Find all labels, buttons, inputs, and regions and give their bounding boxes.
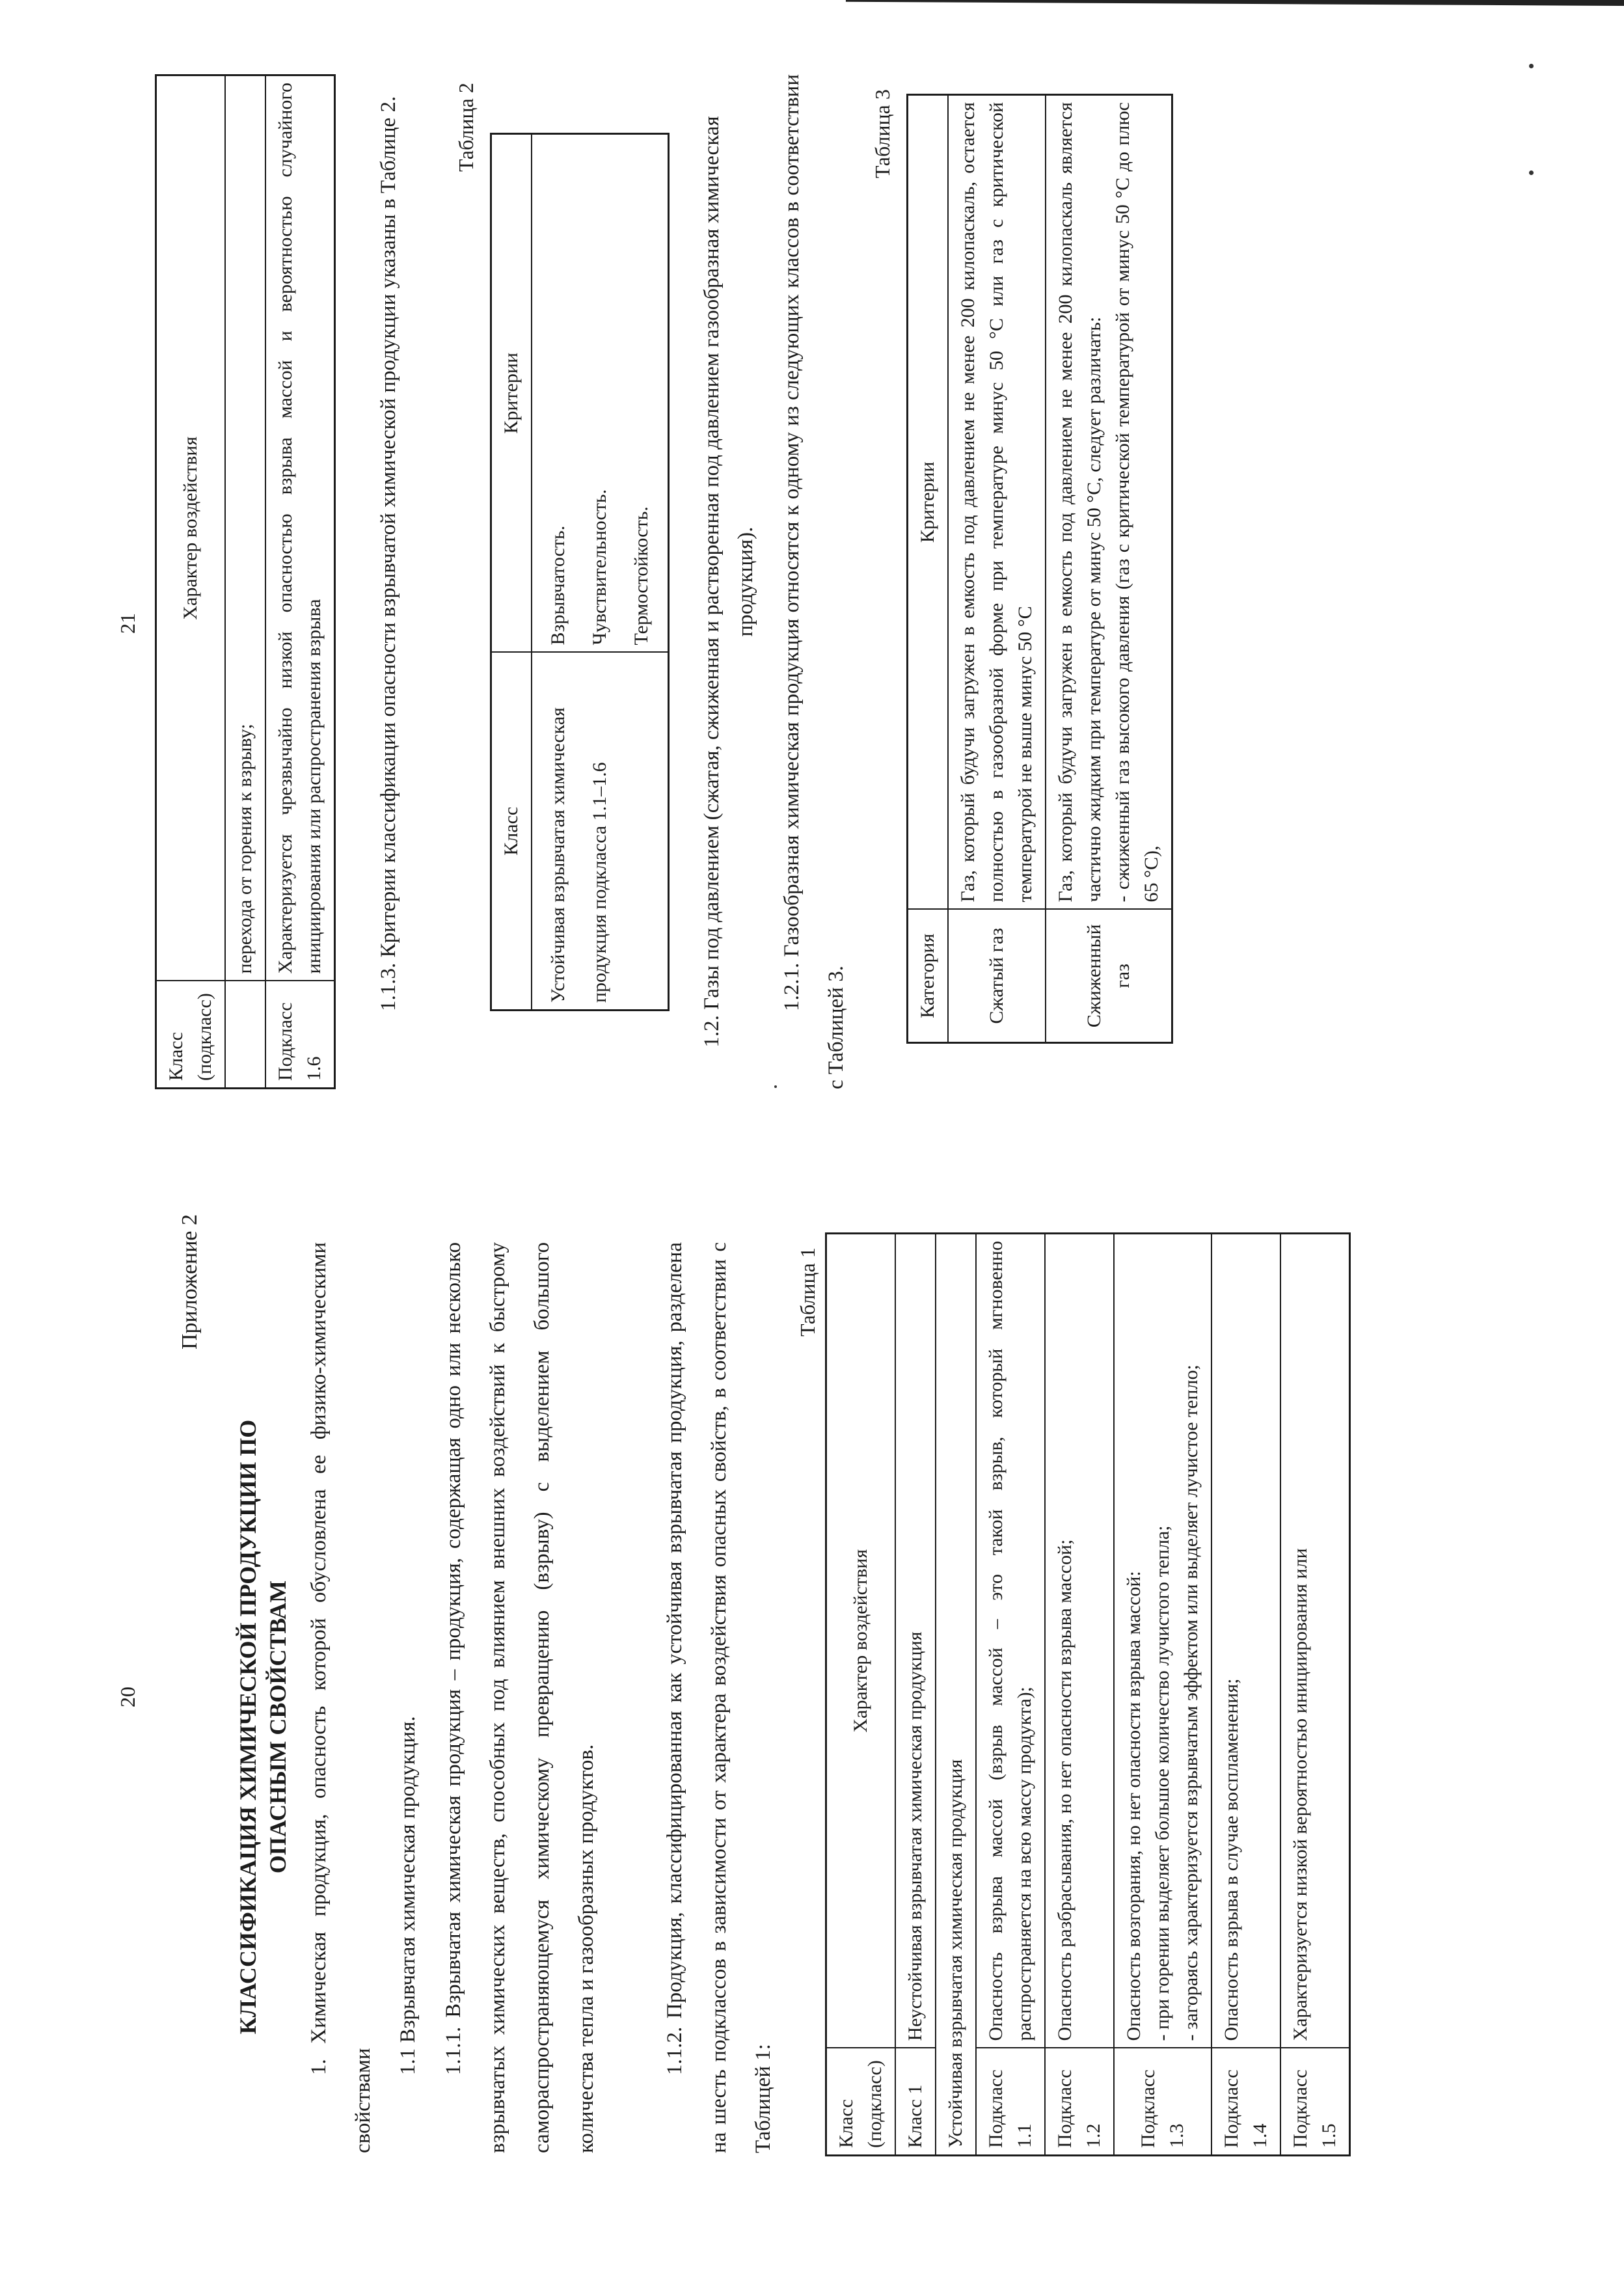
scan-edge-bar [846,0,1624,6]
table-cell-class: Подкласс 1.6 [265,981,335,1089]
table-cell-criteria: Газ, который будучи загружен в емкость под давлением не менее 200 килопаскаль, остается полностью в газообразной форме при температуре минус 50 °С или газ с критической температурой не выше минус 50 °С [948,95,1046,910]
table-3 [906,94,1173,1044]
table-2-caption: Таблица 2 [454,83,478,172]
table-header-effect: Характер воздействия [156,75,226,981]
table-header-class: Класс (подкласс) [156,981,226,1089]
section-1-1: 1.1 Взрывчатая химическая продукция. [396,1716,420,2075]
table-cell-effect: Опасность взрыва в случае воспламенения; [1211,1234,1280,2048]
table-row [532,134,669,1011]
table-cell-class: Подкласс 1.1 [976,2048,1045,2156]
table-cell-class: Подкласс 1.3 [1114,2048,1211,2156]
table-cell-group: Устойчивая взрывчатая химическая продукция [936,1234,976,2156]
table-cell-class: Подкласс 1.2 [1045,2048,1114,2156]
criteria-list [1109,102,1166,903]
table-row [826,1234,896,2156]
table-cell-effect [1114,1234,1211,2048]
list-item: - при горении выделяет большое количество лучистого тепла; [1148,1241,1177,2041]
page-title: КЛАССИФИКАЦИЯ ХИМИЧЕСКОЙ ПРОДУКЦИИ ПО ОПАСНЫМ СВОЙСТВАМ [235,1419,291,2035]
rotated-spread [31,35,1593,2248]
table-header-class: Класс (подкласс) [826,2048,896,2156]
criteria-item: Чувствительность. [589,489,610,645]
table-3-caption: Таблица 3 [871,89,894,178]
table-cell-effect: Характеризуется чрезвычайно низкой опасностью взрыва массой и вероятностью случайного инициирования или распространения взрыва [265,75,335,981]
table-row [491,134,532,1011]
table-row [895,1234,936,2156]
table-cell-criteria [1046,95,1172,910]
table-row [976,1234,1045,2156]
table-header-effect: Характер воздействия [826,1234,896,2048]
table-row [1046,95,1172,1043]
table-cell-criteria [532,134,669,653]
table-cell-effect: перехода от горения к взрыву; [225,75,265,981]
table-row [1045,1234,1114,2156]
section-1-1-3: 1.1.3. Критерии классификации опасности взрывчатой химической продукции указаны в Таблице 2. [377,96,400,1011]
page-number: 21 [116,613,139,634]
table-header-category: Категория [908,910,949,1043]
table-cell-class: Устойчивая взрывчатая химическая продукция подкласса 1.1–1.6 [532,653,669,1011]
table-row [225,75,265,1089]
table-row [1114,1234,1211,2156]
appendix-label: Приложение 2 [178,1214,202,1350]
page-21 [31,35,1593,1141]
criteria-item: Термостойкость. [630,506,652,645]
list-item: - сжиженный газ высокого давления (газ с критической температурой от минус 50 °С до плюс 65 °С), [1109,102,1166,903]
table-cell-class: Подкласс 1.5 [1280,2048,1350,2156]
table-row [1211,1234,1280,2156]
intro-paragraph: 1. Химическая продукция, опасность которой обусловлена ее физико-химическими свойствами [307,1242,375,2153]
table-cell-class: Подкласс 1.4 [1211,2048,1280,2156]
table-row [948,95,1046,1043]
section-1-2-1: 1.2.1. Газообразная химическая продукция относятся к одному из следующих классов в соответствии с Таблицей 3. [780,74,848,1089]
effect-list [1148,1241,1206,2041]
page-20 [31,1141,1593,2248]
table-cell-effect: Характеризуется низкой вероятностью инициирования или [1280,1234,1350,2048]
table-row [265,75,335,1089]
table-row [1280,1234,1350,2156]
table-cell-category: Сжатый газ [948,910,1046,1043]
table-row [156,75,226,1089]
table-cell-class [225,981,265,1089]
table-row [908,95,949,1043]
page-number: 20 [116,1687,139,1707]
effect-line: Опасность возгорания, но нет опасности взрыва массой: [1123,1571,1144,2041]
section-1-2: 1.2. Газы под давлением (сжатая, сжиженная и растворенная под давлением газообразная химическая продукция). [700,116,757,1048]
criteria-text: Газ, который будучи загружен в емкость под давлением не менее 200 килопаскаль является частично жидким при температуре от минус 50 °С, следует различать: [1055,102,1105,903]
table-1-continued [155,74,336,1089]
table-1-caption: Таблица 1 [796,1247,819,1337]
table-cell-class: Класс 1 [895,2048,936,2156]
section-1-1-2: 1.1.2. Продукция, классифицированная как устойчивая взрывчатая продукция, разделена на шесть подклассов в зависимости от характера воздействия опасных свойств, в соответствии с Таблицей 1: [663,1242,775,2153]
table-row [936,1234,976,2156]
table-cell-category: Сжиженный газ [1046,910,1172,1043]
table-2 [490,133,670,1011]
table-cell-effect: Неустойчивая взрывчатая химическая продукция [895,1234,936,2048]
table-cell-effect: Опасность взрыва массой (взрыв массой – это такой взрыв, который мгновенно распространяется на всю массу продукта); [976,1234,1045,2048]
list-item: - загораясь характеризуется взрывчатым эффектом или выделяет лучистое тепло; [1177,1241,1206,2041]
table-1 [825,1232,1351,2156]
table-header-class: Класс [491,653,532,1011]
criteria-item: Взрывчатость. [547,525,569,645]
section-1-1-1: 1.1.1. Взрывчатая химическая продукция – продукция, содержащая одно или несколько взрывчатых химических веществ, способных под влиянием внешних воздействий к быстрому самораспространяющемуся химическому превращению (взрыву) с выделением большого количества тепла и газообразных продуктов. [442,1242,598,2153]
table-cell-effect: Опасность разбрасывания, но нет опасности взрыва массой; [1045,1234,1114,2048]
table-header-criteria: Критерии [491,134,532,653]
table-header-criteria: Критерии [908,95,949,910]
